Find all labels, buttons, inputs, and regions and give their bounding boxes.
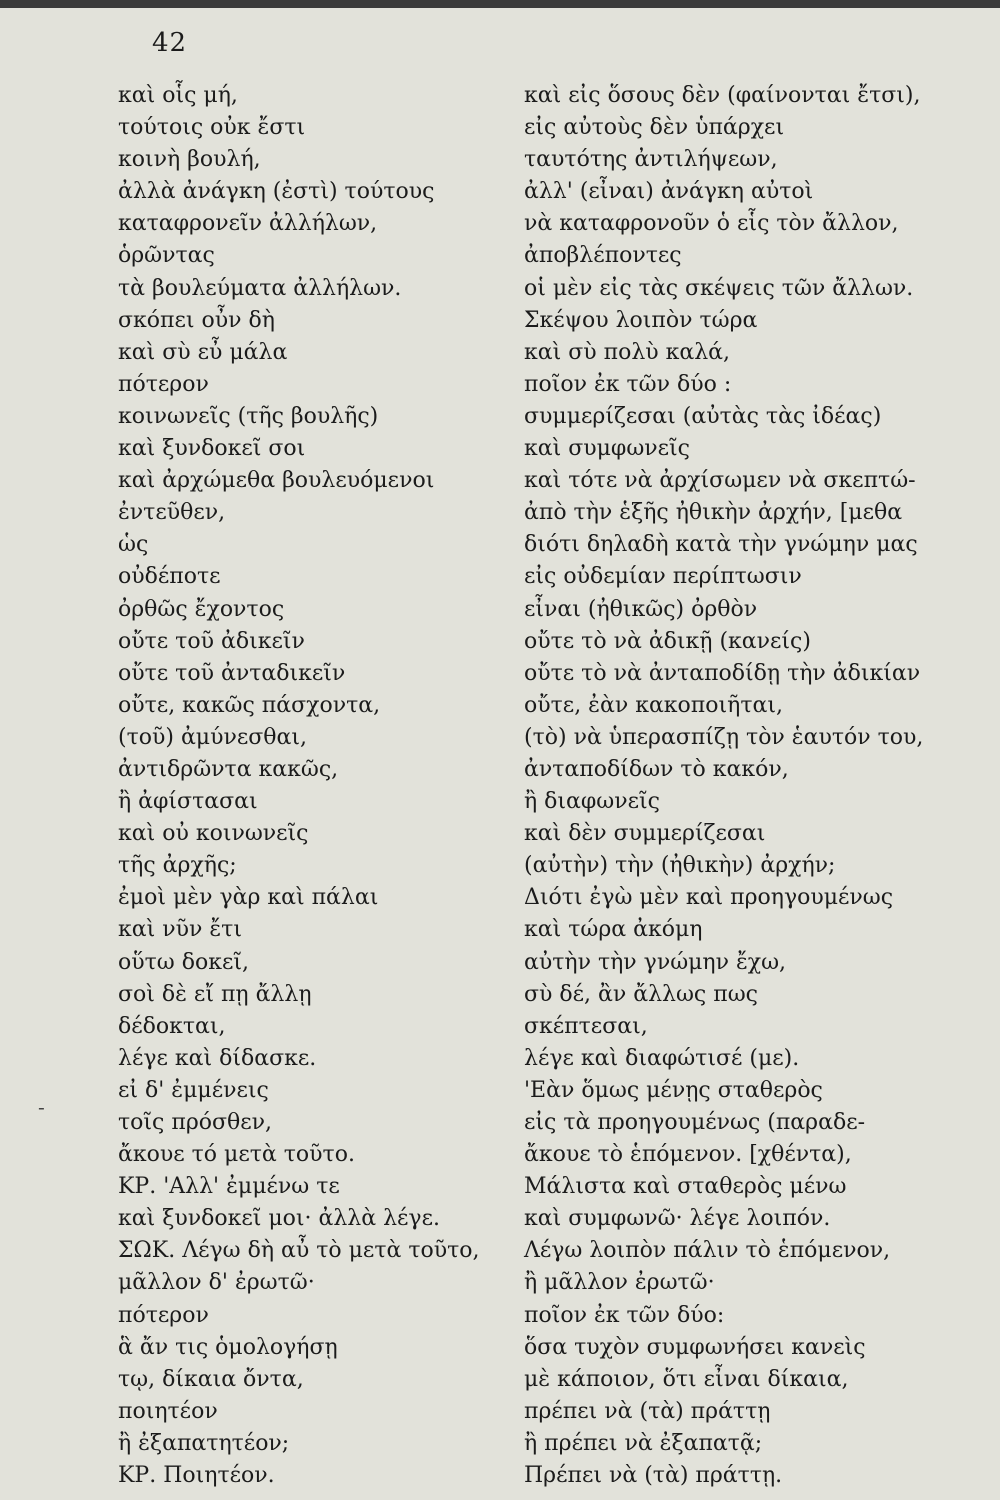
translation-line: μὲ κάποιον, ὅτι εἶναι δίκαια, (524, 1366, 849, 1392)
right-column-modern-greek-translation (524, 80, 994, 1492)
translation-line: (αὐτὴν) τὴν (ἠθικὴν) ἀρχήν; (524, 853, 836, 879)
translation-line: νὰ καταφρονοῦν ὁ εἷς τὸν ἄλλον, (524, 211, 899, 237)
translation-line: ἀπὸ τὴν ἑξῆς ἠθικὴν ἀρχήν, [μεθα (524, 500, 903, 526)
text-line: καὶ ἀρχώμεθα βουλευόμενοι (118, 468, 435, 494)
text-line: μᾶλλον δ' ἐρωτῶ· (118, 1270, 315, 1296)
text-line: οὔτε τοῦ ἀδικεῖν (118, 628, 305, 654)
translation-line: λέγε καὶ διαφώτισέ (με). (524, 1045, 800, 1071)
translation-line: αὐτὴν τὴν γνώμην ἔχω, (524, 949, 787, 975)
translation-line: εἰς οὐδεμίαν περίπτωσιν (524, 564, 802, 590)
translation-line: ἢ διαφωνεῖς (524, 789, 660, 815)
translation-line: οὔτε τὸ νὰ ἀνταποδίδῃ τὴν ἀδικίαν (524, 660, 921, 686)
text-line: ὡς (118, 532, 149, 558)
text-line: (τοῦ) ἀμύνεσθαι, (118, 724, 307, 750)
translation-line: καὶ δὲν συμμερίζεσαι (524, 821, 766, 847)
text-line: καὶ νῦν ἔτι (118, 917, 242, 943)
translation-line: διότι δηλαδὴ κατὰ τὴν γνώμην μας (524, 532, 918, 558)
text-line: ἐντεῦθεν, (118, 500, 226, 526)
text-line: καὶ ξυνδοκεῖ σοι (118, 436, 306, 462)
translation-line: ποῖον ἐκ τῶν δύο: (524, 1302, 725, 1328)
translation-line: εἰς τὰ προηγουμένως (παραδε- (524, 1110, 866, 1135)
text-line: κοινὴ βουλή, (118, 147, 261, 173)
text-line: ἐμοὶ μὲν γὰρ καὶ πάλαι (118, 885, 379, 911)
text-line: οὕτω δοκεῖ, (118, 949, 249, 975)
text-line: ἢ ἐξαπατητέον; (118, 1430, 290, 1456)
text-line: καὶ οἷς μή, (118, 83, 238, 108)
translation-line: καὶ συμφωνεῖς (524, 436, 690, 462)
translation-line: καὶ εἰς ὅσους δὲν (φαίνονται ἔτσι), (524, 83, 921, 108)
text-line: ΣΩΚ. Λέγω δὴ αὖ τὸ μετὰ τοῦτο, (118, 1238, 480, 1264)
text-line: λέγε καὶ δίδασκε. (118, 1045, 317, 1071)
translation-line: εἶναι (ἠθικῶς) ὀρθὸν (524, 596, 758, 622)
margin-mark: - (38, 1095, 45, 1119)
text-line: πότερον (118, 371, 209, 397)
text-line: κοινωνεῖς (τῆς βουλῆς) (118, 403, 379, 429)
translation-line: ποῖον ἐκ τῶν δύο : (524, 371, 732, 397)
translation-line: σὺ δέ, ἂν ἄλλως πως (524, 981, 758, 1007)
left-column-ancient-greek-text (118, 80, 518, 1492)
translation-line: (τὸ) νὰ ὑπερασπίζῃ τὸν ἑαυτόν του, (524, 724, 924, 750)
text-line: τούτοις οὐκ ἔστι (118, 115, 306, 141)
text-line: ὀρθῶς ἔχοντος (118, 596, 285, 622)
translation-line: ἢ πρέπει νὰ ἐξαπατᾷ; (524, 1430, 763, 1456)
translation-line: ἀλλ' (εἶναι) ἀνάγκη αὐτοὶ (524, 179, 814, 205)
text-line: οὔτε, κακῶς πάσχοντα, (118, 692, 381, 718)
text-line: ἄκουε τό μετὰ τοῦτο. (118, 1142, 355, 1168)
text-line: καὶ σὺ εὖ μάλα (118, 339, 288, 365)
translation-line: Μάλιστα καὶ σταθερὸς μένω (524, 1174, 847, 1200)
translation-line: ταυτότης ἀντιλήψεων, (524, 147, 778, 173)
translation-line: συμμερίζεσαι (αὐτὰς τὰς ἰδέας) (524, 403, 882, 429)
translation-line: Σκέψου λοιπὸν τώρα (524, 307, 758, 333)
translation-line: Διότι ἐγὼ μὲν καὶ προηγουμένως (524, 885, 894, 911)
text-line: ΚΡ. Ποιητέον. (118, 1463, 275, 1489)
translation-line: ἄκουε τὸ ἑπόμενον. [χθέντα), (524, 1142, 852, 1168)
translation-line: Λέγω λοιπὸν πάλιν τὸ ἑπόμενον, (524, 1238, 891, 1264)
text-line: οὔτε τοῦ ἀνταδικεῖν (118, 660, 346, 686)
text-line: ποιητέον (118, 1398, 218, 1424)
text-line: ἃ ἄν τις ὁμολογήσῃ (118, 1334, 338, 1360)
translation-line: σκέπτεσαι, (524, 1013, 648, 1039)
text-line: σοὶ δὲ εἴ πῃ ἄλλῃ (118, 981, 312, 1007)
text-line: ὁρῶντας (118, 243, 215, 269)
text-line: τῳ, δίκαια ὄντα, (118, 1366, 304, 1392)
text-line: τὰ βουλεύματα ἀλλήλων. (118, 275, 402, 301)
text-line: οὐδέποτε (118, 564, 221, 590)
translation-line: ὅσα τυχὸν συμφωνήσει κανεὶς (524, 1334, 866, 1360)
translation-line: οἱ μὲν εἰς τὰς σκέψεις τῶν ἄλλων. (524, 275, 914, 301)
translation-line: καὶ τότε νὰ ἀρχίσωμεν νὰ σκεπτώ- (524, 468, 916, 494)
text-line: σκόπει οὖν δὴ (118, 307, 275, 333)
text-line: καὶ ξυνδοκεῖ μοι· ἀλλὰ λέγε. (118, 1206, 440, 1232)
translation-line: εἰς αὐτοὺς δὲν ὑπάρχει (524, 115, 785, 141)
translation-line: ἀνταποδίδων τὸ κακόν, (524, 756, 789, 782)
text-line: πότερον (118, 1302, 209, 1328)
top-edge-band (0, 0, 1000, 8)
text-line: ἀλλὰ ἀνάγκη (ἐστὶ) τούτους (118, 179, 435, 205)
text-line: καταφρονεῖν ἀλλήλων, (118, 211, 378, 237)
text-line: ἀντιδρῶντα κακῶς, (118, 756, 339, 782)
text-line: εἰ δ' ἐμμένεις (118, 1077, 269, 1103)
text-line: δέδοκται, (118, 1013, 226, 1039)
text-line: καὶ οὐ κοινωνεῖς (118, 821, 309, 847)
translation-line: 'Εὰν ὅμως μένῃς σταθερὸς (524, 1077, 823, 1103)
text-line: ΚΡ. 'Αλλ' ἐμμένω τε (118, 1174, 340, 1200)
translation-line: καὶ συμφωνῶ· λέγε λοιπόν. (524, 1206, 831, 1232)
text-line: τῆς ἀρχῆς; (118, 853, 237, 879)
translation-line: οὔτε, ἐὰν κακοποιῆται, (524, 692, 783, 718)
text-line: ἢ ἀφίστασαι (118, 789, 258, 815)
text-line: τοῖς πρόσθεν, (118, 1110, 273, 1135)
translation-line: πρέπει νὰ (τὰ) πράττῃ (524, 1398, 771, 1424)
translation-line: οὔτε τὸ νὰ ἀδικῇ (κανείς) (524, 628, 811, 654)
translation-line: Πρέπει νὰ (τὰ) πράττῃ. (524, 1463, 783, 1489)
translation-line: καὶ τώρα ἀκόμη (524, 917, 703, 943)
translation-line: ἀποβλέποντες (524, 243, 682, 269)
page-number: 42 (152, 28, 188, 58)
translation-line: ἢ μᾶλλον ἐρωτῶ· (524, 1270, 715, 1296)
translation-line: καὶ σὺ πολὺ καλά, (524, 339, 731, 365)
